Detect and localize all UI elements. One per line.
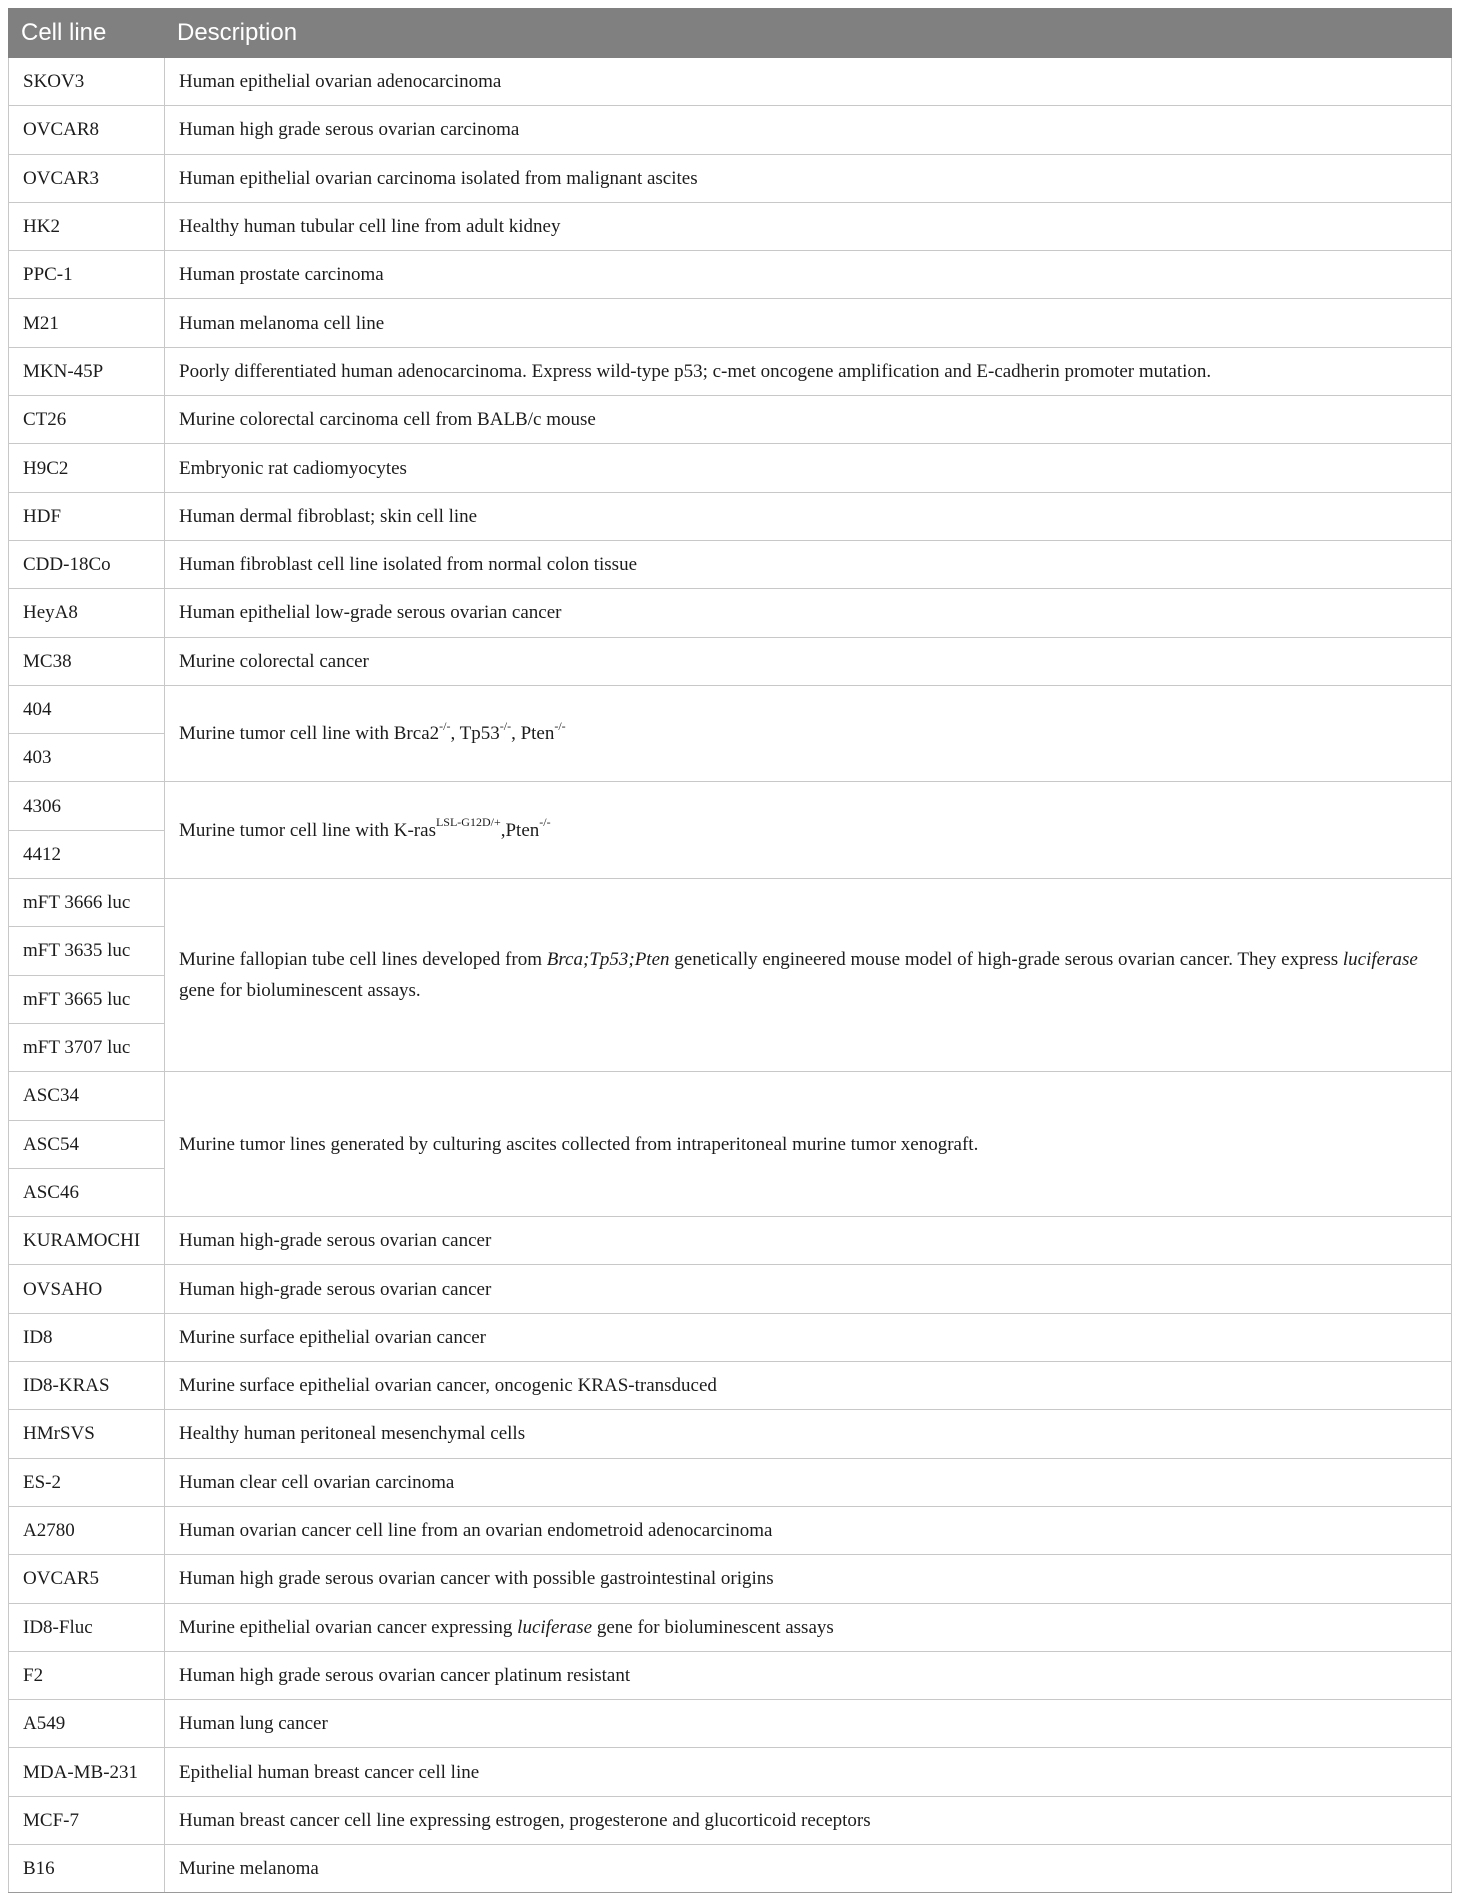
table-row <box>9 782 1452 830</box>
table-row <box>9 396 1452 444</box>
cell-line-name: SKOV3 <box>9 58 165 106</box>
cell-line-description: Human high grade serous ovarian cancer platinum resistant <box>165 1651 1452 1699</box>
superscript: -/- <box>554 718 566 733</box>
table-row <box>9 1072 1452 1120</box>
cell-line-name: F2 <box>9 1651 165 1699</box>
table-row <box>9 637 1452 685</box>
cell-line-name: KURAMOCHI <box>9 1217 165 1265</box>
cell-line-table <box>8 8 1452 1893</box>
cell-line-description: Murine tumor lines generated by culturing ascites collected from intraperitoneal murine tumor xenograft. <box>165 1072 1452 1217</box>
cell-line-name: B16 <box>9 1844 165 1892</box>
table-row <box>9 154 1452 202</box>
table-header-row <box>9 9 1452 58</box>
cell-line-name: HeyA8 <box>9 589 165 637</box>
cell-line-name: 4306 <box>9 782 165 830</box>
cell-line-name: MDA-MB-231 <box>9 1748 165 1796</box>
text-span: Murine tumor cell line with Brca2 <box>179 723 440 745</box>
table-row <box>9 1458 1452 1506</box>
italic-text: luciferase <box>517 1616 593 1638</box>
table-row <box>9 540 1452 588</box>
text-span: genetically engineered mouse model of high-grade serous ovarian cancer. They express <box>669 949 1343 971</box>
cell-line-name: 4412 <box>9 830 165 878</box>
cell-line-description: Human epithelial ovarian adenocarcinoma <box>165 58 1452 106</box>
table-row <box>9 58 1452 106</box>
cell-line-description: Human lung cancer <box>165 1700 1452 1748</box>
italic-text: Brca;Tp53;Pten <box>546 949 670 971</box>
table-body <box>9 58 1452 1893</box>
cell-line-description: Murine colorectal carcinoma cell from BALB/c mouse <box>165 396 1452 444</box>
header-description: Description <box>165 9 1452 58</box>
table-row <box>9 444 1452 492</box>
cell-line-description <box>165 1603 1452 1651</box>
cell-line-name: OVSAHO <box>9 1265 165 1313</box>
text-span: Murine tumor cell line with K-ras <box>179 819 436 841</box>
cell-line-description: Human breast cancer cell line expressing estrogen, progesterone and glucorticoid receptors <box>165 1796 1452 1844</box>
text-span: Murine fallopian tube cell lines developed from <box>179 949 547 971</box>
table-row <box>9 1748 1452 1796</box>
cell-line-description: Human high grade serous ovarian cancer with possible gastrointestinal origins <box>165 1555 1452 1603</box>
cell-line-description: Poorly differentiated human adenocarcinoma. Express wild-type p53; c-met oncogene amplification and E-cadherin promoter mutation. <box>165 347 1452 395</box>
cell-line-description: Human high-grade serous ovarian cancer <box>165 1217 1452 1265</box>
cell-line-name: HMrSVS <box>9 1410 165 1458</box>
table-row <box>9 1506 1452 1554</box>
cell-line-name: MKN-45P <box>9 347 165 395</box>
text-span: gene for bioluminescent assays <box>592 1616 834 1638</box>
cell-line-name: ASC54 <box>9 1120 165 1168</box>
table-row <box>9 879 1452 927</box>
superscript: -/- <box>439 718 451 733</box>
table-row <box>9 1217 1452 1265</box>
cell-line-name: A549 <box>9 1700 165 1748</box>
cell-line-name: A2780 <box>9 1506 165 1554</box>
cell-line-description: Embryonic rat cadiomyocytes <box>165 444 1452 492</box>
cell-line-description: Healthy human peritoneal mesenchymal cells <box>165 1410 1452 1458</box>
table-row <box>9 347 1452 395</box>
cell-line-description: Murine colorectal cancer <box>165 637 1452 685</box>
table-row <box>9 106 1452 154</box>
cell-line-description: Murine melanoma <box>165 1844 1452 1892</box>
table-row <box>9 1603 1452 1651</box>
cell-line-name: HK2 <box>9 202 165 250</box>
text-span: ,Pten <box>500 819 540 841</box>
cell-line-description: Murine surface epithelial ovarian cancer <box>165 1313 1452 1361</box>
cell-line-name: ID8-Fluc <box>9 1603 165 1651</box>
cell-line-description: Murine surface epithelial ovarian cancer, oncogenic KRAS-transduced <box>165 1362 1452 1410</box>
cell-line-description: Epithelial human breast cancer cell line <box>165 1748 1452 1796</box>
italic-text: luciferase <box>1342 949 1418 971</box>
superscript: -/- <box>539 815 551 830</box>
cell-line-name: ASC46 <box>9 1168 165 1216</box>
cell-line-description <box>165 879 1452 1072</box>
cell-line-description: Human fibroblast cell line isolated from normal colon tissue <box>165 540 1452 588</box>
table-row <box>9 1265 1452 1313</box>
cell-line-description: Human ovarian cancer cell line from an ovarian endometroid adenocarcinoma <box>165 1506 1452 1554</box>
table-row <box>9 1410 1452 1458</box>
cell-line-name: 403 <box>9 734 165 782</box>
table-row <box>9 492 1452 540</box>
cell-line-name: mFT 3665 luc <box>9 975 165 1023</box>
cell-line-description: Human prostate carcinoma <box>165 251 1452 299</box>
cell-line-name: mFT 3635 luc <box>9 927 165 975</box>
table-row <box>9 1362 1452 1410</box>
superscript: -/- <box>499 718 512 733</box>
cell-line-name: 404 <box>9 685 165 733</box>
cell-line-description: Human clear cell ovarian carcinoma <box>165 1458 1452 1506</box>
cell-line-name: ID8-KRAS <box>9 1362 165 1410</box>
table-row <box>9 1796 1452 1844</box>
cell-line-name: HDF <box>9 492 165 540</box>
cell-line-name: MC38 <box>9 637 165 685</box>
cell-line-name: M21 <box>9 299 165 347</box>
table-row <box>9 1844 1452 1892</box>
text-span: Murine epithelial ovarian cancer expressing <box>179 1616 518 1638</box>
table-row <box>9 1700 1452 1748</box>
cell-line-name: mFT 3707 luc <box>9 1023 165 1071</box>
cell-line-description: Human high grade serous ovarian carcinoma <box>165 106 1452 154</box>
cell-line-description <box>165 685 1452 782</box>
cell-line-name: OVCAR3 <box>9 154 165 202</box>
table-row <box>9 1313 1452 1361</box>
cell-line-description: Healthy human tubular cell line from adult kidney <box>165 202 1452 250</box>
cell-line-name: ASC34 <box>9 1072 165 1120</box>
cell-line-name: OVCAR8 <box>9 106 165 154</box>
cell-line-name: PPC-1 <box>9 251 165 299</box>
table-row <box>9 1555 1452 1603</box>
cell-line-name: mFT 3666 luc <box>9 879 165 927</box>
cell-line-description: Human high-grade serous ovarian cancer <box>165 1265 1452 1313</box>
cell-line-description: Human dermal fibroblast; skin cell line <box>165 492 1452 540</box>
cell-line-name: OVCAR5 <box>9 1555 165 1603</box>
cell-line-description: Human melanoma cell line <box>165 299 1452 347</box>
superscript: LSL-G12D/+ <box>435 815 501 830</box>
cell-line-name: CT26 <box>9 396 165 444</box>
cell-line-description <box>165 782 1452 879</box>
table-row <box>9 1651 1452 1699</box>
cell-line-name: ID8 <box>9 1313 165 1361</box>
cell-line-description: Human epithelial low-grade serous ovarian cancer <box>165 589 1452 637</box>
table-row <box>9 251 1452 299</box>
text-span: , Pten <box>511 723 555 745</box>
table-row <box>9 589 1452 637</box>
header-cell-line: Cell line <box>9 9 165 58</box>
cell-line-name: ES-2 <box>9 1458 165 1506</box>
text-span: , Tp53 <box>450 723 500 745</box>
text-span: gene for bioluminescent assays. <box>179 980 421 1002</box>
cell-line-name: CDD-18Co <box>9 540 165 588</box>
table-row <box>9 202 1452 250</box>
cell-line-name: MCF-7 <box>9 1796 165 1844</box>
cell-line-name: H9C2 <box>9 444 165 492</box>
table-row <box>9 685 1452 733</box>
cell-line-description: Human epithelial ovarian carcinoma isolated from malignant ascites <box>165 154 1452 202</box>
table-row <box>9 299 1452 347</box>
